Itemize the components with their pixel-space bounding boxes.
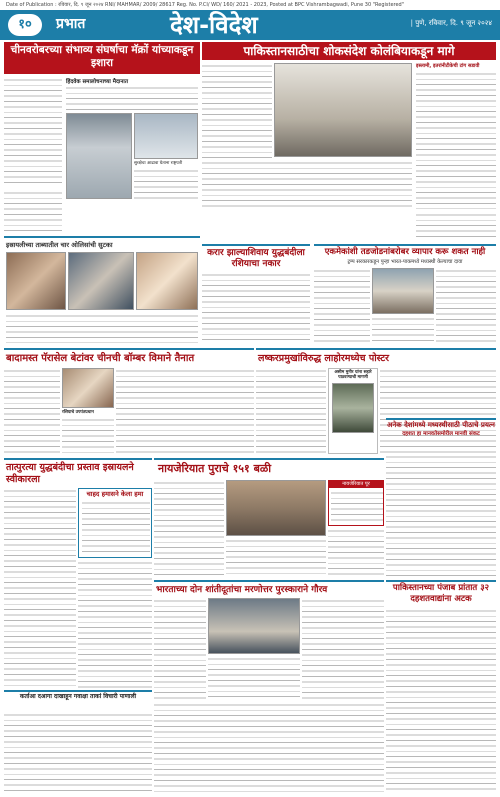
photo-israel-2 bbox=[68, 252, 134, 310]
headline-israel: इस्रायलीच्या ताब्यातील चार ओलिसांची सुटका bbox=[6, 241, 113, 249]
headline-mediation: अनेक देशांमध्ये मध्यस्थीसाठी पीठाचे प्रयत्न bbox=[387, 421, 495, 429]
page-number: १० bbox=[8, 14, 42, 36]
bharat-column-1 bbox=[154, 598, 206, 700]
subhead-mediation: दहशत हा मानवतेसमोरील मानवी संकट bbox=[402, 431, 480, 437]
trade-column-1 bbox=[314, 268, 370, 342]
pakistan-columns-lower bbox=[202, 160, 412, 210]
bottom-left-text bbox=[4, 712, 152, 794]
proposal-column-1 bbox=[4, 488, 76, 688]
article-mediation bbox=[386, 418, 496, 578]
photo-israel-1 bbox=[6, 252, 66, 310]
mediation-text bbox=[386, 454, 496, 578]
headline-lahore: लष्करप्रमुखांविरुद्ध लाहोरमध्येच पोस्टर bbox=[258, 353, 390, 364]
pakistan-column-1 bbox=[202, 63, 272, 158]
nigeria-column-1 bbox=[154, 480, 224, 578]
bharat-column-2 bbox=[208, 656, 300, 700]
pakistan-column-right bbox=[416, 71, 496, 209]
brand-logo: प्रभात bbox=[56, 16, 86, 32]
nigeria-column-2 bbox=[226, 538, 326, 578]
nigeria-box-text bbox=[331, 490, 383, 525]
headline-nigeria: नायजेरियात पुराचे १५१ बळी bbox=[158, 462, 272, 475]
page-header bbox=[0, 10, 500, 40]
article-bharat bbox=[154, 580, 384, 700]
article-trade bbox=[314, 244, 496, 342]
proposal-column-2 bbox=[78, 560, 152, 688]
headline-russia: करार झाल्याशिवाय युद्धबंदीला रशियाचा नकार bbox=[207, 248, 305, 269]
headline-proposal: तात्पुरत्या युद्धबंदीचा प्रस्ताव इस्रायलने स्वीकारला bbox=[6, 462, 134, 485]
page-date: | पुणे, रविवार, दि. ९ जून २०२४ bbox=[410, 19, 492, 27]
caption-paris: रशियाचे उपपंतप्रधान bbox=[62, 410, 94, 415]
photo-nigeria-flood bbox=[226, 480, 326, 536]
headline-china: चीनवरोबरच्या संभाव्य संघर्षाचा मॅक्रों यांच्याकडून इशारा bbox=[4, 42, 200, 74]
israel-caption-text bbox=[6, 313, 198, 343]
photo-trade bbox=[372, 268, 434, 314]
subhead-pakistan: इस्लामी, इतरांनीटीकेची टांग सडावी bbox=[416, 63, 480, 69]
bottom-centre-text bbox=[154, 702, 384, 792]
article-proposal bbox=[4, 458, 152, 688]
headline-punjab: पाकिस्तानच्या पंजाब प्रांतात ३२ दहशतवाद्यांना अटक bbox=[392, 583, 490, 604]
pakistan-column-right-lower bbox=[416, 212, 496, 240]
lahore-poster-box bbox=[328, 368, 378, 454]
lahore-column-1 bbox=[256, 368, 326, 456]
china-column-2 bbox=[66, 85, 198, 111]
trade-column-2 bbox=[372, 316, 434, 342]
article-israel bbox=[4, 236, 200, 346]
nigeria-column-3 bbox=[328, 528, 384, 578]
article-paris bbox=[4, 348, 254, 456]
article-pakistan-colombia bbox=[202, 42, 496, 242]
china-column-1 bbox=[4, 77, 62, 187]
photo-bharat-award bbox=[208, 598, 300, 654]
photo-russian-minister bbox=[62, 368, 114, 408]
proposal-box bbox=[78, 488, 152, 558]
china-column-4 bbox=[4, 190, 62, 234]
article-bottom-centre bbox=[154, 702, 384, 794]
article-china bbox=[4, 42, 200, 234]
china-column-3 bbox=[134, 168, 198, 199]
headline-bottom-left: कर्ताआ दआगा दाखाहून गवाक्षा ताकां विचारी पाणाली bbox=[19, 693, 137, 700]
article-nigeria bbox=[154, 458, 384, 578]
trade-column-3 bbox=[436, 268, 496, 342]
publication-meta bbox=[6, 0, 494, 10]
punjab-text bbox=[386, 608, 496, 794]
headline-pakistan-colombia: पाकिस्तानसाठीचा शोकसंदेश कोलंबियाकडून मागे bbox=[202, 42, 496, 60]
subhead-trade: ट्रम्प सरकारकडून पुन्हा भारत-पाकमध्ये मध्यस्थी केल्याचा दावा bbox=[347, 259, 463, 265]
paris-column-3 bbox=[116, 368, 254, 456]
proposal-box-text bbox=[82, 500, 150, 556]
nigeria-box bbox=[328, 480, 384, 526]
caption-lahore: असीम मुनीर यांना सहारे पाठवण्याची मागणी bbox=[334, 370, 372, 381]
subhead-china: हिंदवेक समालोचनाच्या मैदानात bbox=[66, 79, 128, 85]
headline-trade: एकमेकांशी तडजोडनांबरोबर व्यापार करू शकत नाही bbox=[324, 247, 486, 257]
photo-colombia-press bbox=[274, 63, 412, 157]
article-russia bbox=[202, 244, 310, 342]
russia-text bbox=[202, 272, 310, 342]
caption-china: सुरक्षेचा आढावा घेताना राष्ट्रपती bbox=[134, 161, 183, 166]
photo-israel-3 bbox=[136, 252, 198, 310]
article-punjab bbox=[386, 580, 496, 795]
nigeria-box-title: नायजेरियात पूर bbox=[329, 481, 383, 488]
headline-bharat: भारताच्या दोन शांतीदूतांचा मरणोत्तर पुरस्काराने गौरव bbox=[156, 585, 328, 595]
proposal-box-title: चाहद हमासने केला हमा bbox=[86, 490, 144, 498]
photo-macron bbox=[66, 113, 132, 199]
bharat-column-3 bbox=[302, 598, 384, 700]
publication-meta-text: Date of Publication : रविवार, दि. ९ जून २०२४ RNI/ MAHMAR/ 2009/ 28617 Reg. No. P.CI/ WD/ 160/ 2021 - 2023, Posted at BPC Vishrambagwadi, Pune 30 "Registered" bbox=[6, 2, 405, 8]
paris-column-1 bbox=[4, 368, 60, 456]
section-title: देश-विदेश bbox=[170, 11, 258, 39]
photo-lahore-poster bbox=[332, 383, 374, 433]
photo-security bbox=[134, 113, 198, 159]
headline-paris: बादामस्त पॅरासेल बेटांवर चीनची बॉम्बर विमाने तैनात bbox=[6, 353, 195, 364]
article-bottom-left bbox=[4, 690, 152, 794]
paris-column-2 bbox=[62, 417, 114, 456]
